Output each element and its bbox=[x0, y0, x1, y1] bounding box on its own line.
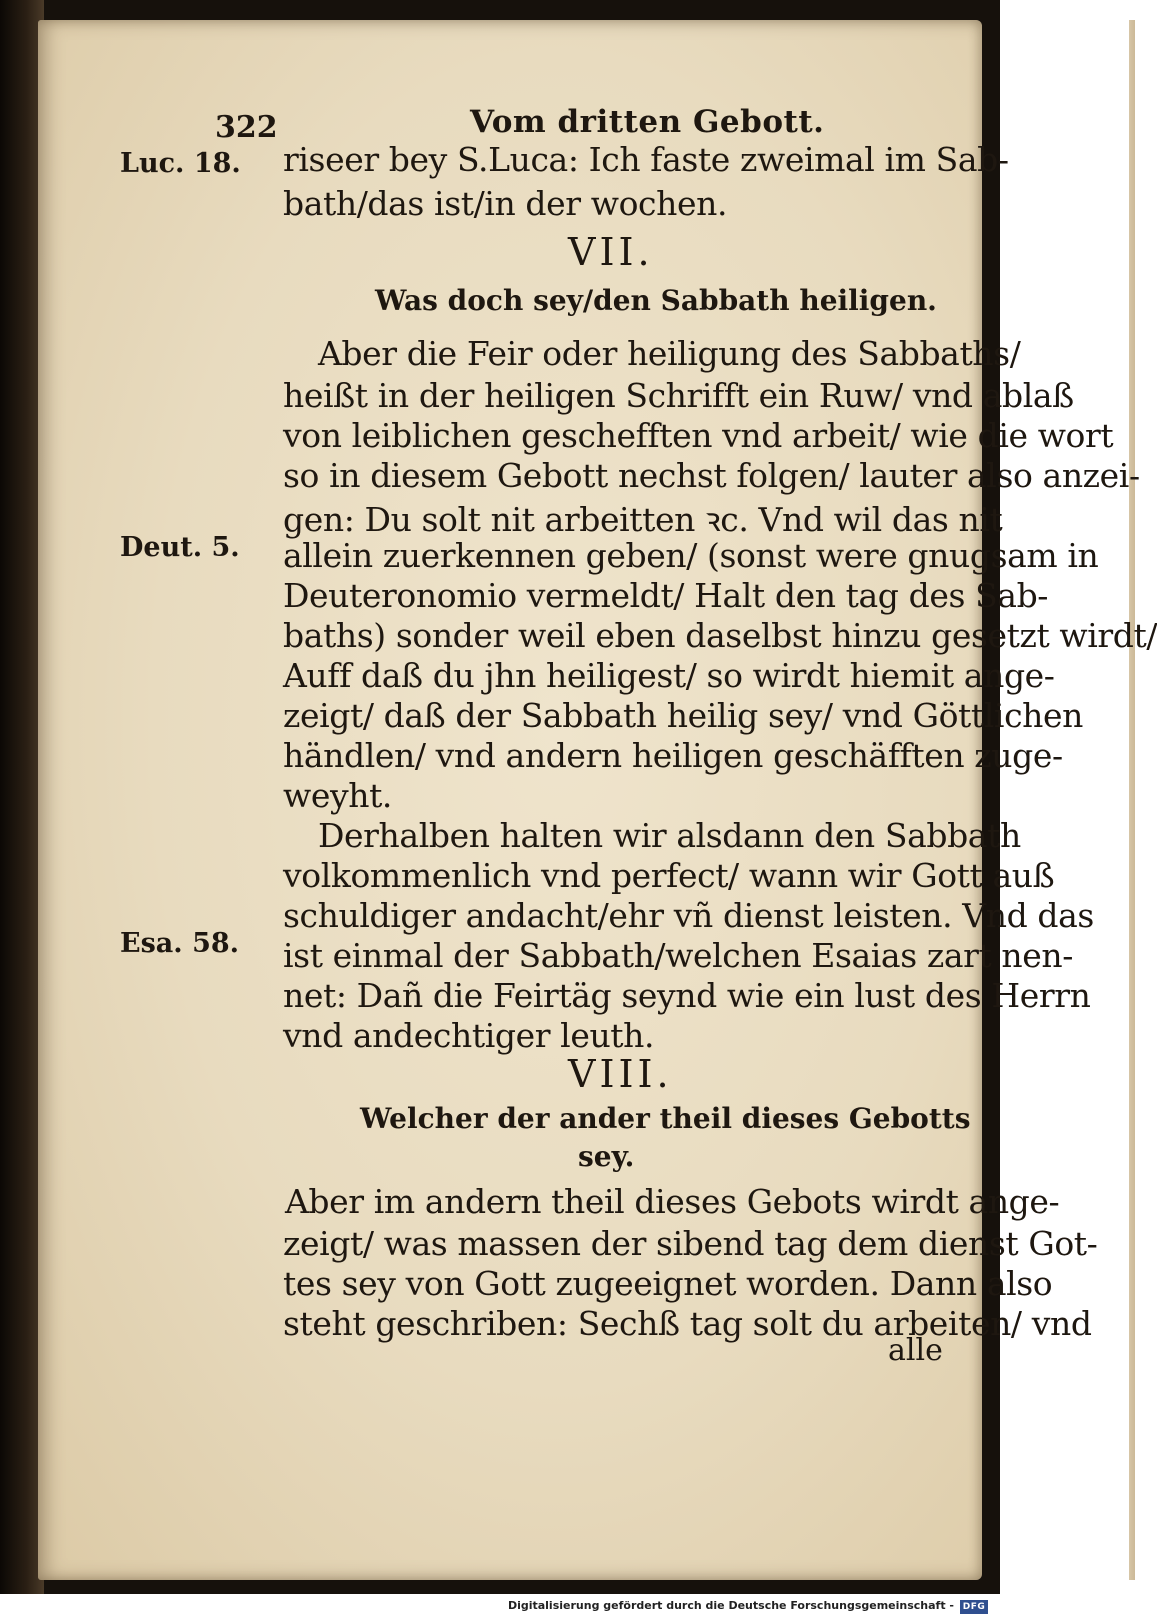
body-line: volkommenlich vnd perfect/ wann wir Gott auß bbox=[283, 856, 1055, 895]
chapter-heading-vii: Was doch sey/den Sabbath heiligen. bbox=[375, 284, 937, 317]
body-line: Derhalben halten wir alsdann den Sabbath bbox=[318, 816, 1021, 855]
funding-credit: Digitalisierung gefördert durch die Deutsche Forschungsgemeinschaft - bbox=[507, 1599, 954, 1612]
body-line: schuldiger andacht/ehr vñ dienst leisten. Vnd das bbox=[283, 896, 1094, 935]
body-line: Deuteronomio vermeldt/ Halt den tag des Sab- bbox=[283, 576, 1049, 615]
body-line: händlen/ vnd andern heiligen geschäfften zuge- bbox=[283, 736, 1063, 775]
body-line: gen: Du solt nit arbeitten ꝛc. Vnd wil das nit bbox=[283, 500, 1003, 539]
body-line: von leiblichen geschefften vnd arbeit/ wie die wort bbox=[283, 416, 1114, 455]
body-line: net: Dañ die Feirtäg seynd wie ein lust des Herrn bbox=[283, 976, 1091, 1015]
margin-note-deut: Deut. 5. bbox=[120, 532, 240, 563]
body-line: heißt in der heiligen Schrifft ein Ruw/ vnd ablaß bbox=[283, 376, 1074, 415]
body-line: bath/das ist/in der wochen. bbox=[283, 184, 728, 223]
running-head: Vom dritten Gebott. bbox=[470, 104, 825, 140]
margin-note-esa: Esa. 58. bbox=[120, 928, 240, 959]
body-line: allein zuerkennen geben/ (sonst were gnugsam in bbox=[283, 536, 1099, 575]
body-line: steht geschriben: Sechß tag solt du arbeiten/ vnd bbox=[283, 1304, 1092, 1343]
body-line: vnd andechtiger leuth. bbox=[283, 1016, 655, 1055]
footer-bar bbox=[0, 1594, 1000, 1620]
chapter-heading-viii-cont: sey. bbox=[578, 1140, 635, 1173]
page-number: 322 bbox=[215, 110, 278, 145]
body-line: riseer bey S.Luca: Ich faste zweimal im Sab- bbox=[283, 140, 1009, 179]
body-line: Auff daß du jhn heiligest/ so wirdt hiemit ange- bbox=[283, 656, 1055, 695]
body-line: tes sey von Gott zugeeignet worden. Dann also bbox=[283, 1264, 1053, 1303]
book-page bbox=[38, 20, 982, 1580]
body-line: ist einmal der Sabbath/welchen Esaias zart nen- bbox=[283, 936, 1074, 975]
page-edge bbox=[1129, 20, 1135, 1580]
body-line: Aber die Feir oder heiligung des Sabbaths/ bbox=[318, 334, 1021, 373]
chapter-number-viii: VIII. bbox=[568, 1052, 673, 1096]
chapter-number-vii: VII. bbox=[568, 230, 654, 274]
body-line: baths) sonder weil eben daselbst hinzu gesetzt wirdt/ bbox=[283, 616, 1157, 655]
body-line: zeigt/ daß der Sabbath heilig sey/ vnd Göttlichen bbox=[283, 696, 1083, 735]
margin-note-luc: Luc. 18. bbox=[120, 148, 241, 179]
body-line: weyht. bbox=[283, 776, 393, 815]
body-line: zeigt/ was massen der sibend tag dem dienst Got- bbox=[283, 1224, 1098, 1263]
chapter-heading-viii: Welcher der ander theil dieses Gebotts bbox=[360, 1102, 971, 1135]
catchword: alle bbox=[888, 1333, 943, 1368]
body-line: Aber im andern theil dieses Gebots wirdt ange- bbox=[285, 1182, 1060, 1221]
dfg-logo: DFG bbox=[960, 1600, 988, 1614]
body-line: so in diesem Gebott nechst folgen/ lauter also anzei- bbox=[283, 456, 1140, 495]
